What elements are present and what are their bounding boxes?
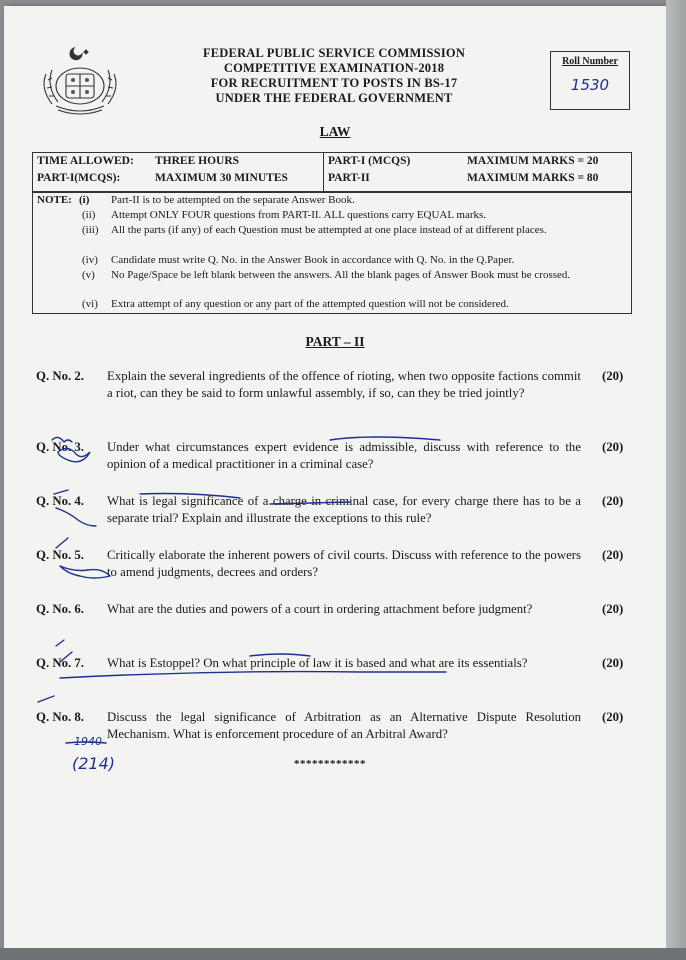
question-text: What are the duties and powers of a court in ordering attachment before judgment? <box>107 602 533 616</box>
table-divider <box>323 153 324 191</box>
question-number: Q. No. 5. <box>36 548 84 562</box>
question-marks: (20) <box>602 602 624 616</box>
time-allowed-label: TIME ALLOWED: <box>37 155 134 167</box>
note-number: (v) <box>82 269 95 281</box>
instructions-box <box>32 192 632 314</box>
note-text: Extra attempt of any question or any part of the attempted question will not be considered. <box>111 298 509 310</box>
part-title: PART – II <box>305 334 365 349</box>
part2-label: PART-II <box>328 172 370 184</box>
exam-info-table <box>32 152 632 192</box>
page-edge <box>0 948 686 960</box>
note-text: No Page/Space be left blank between the answers. All the blank pages of Answer Book must be crossed. <box>111 269 571 281</box>
header-line: UNDER THE FEDERAL GOVERNMENT <box>215 91 453 105</box>
note-number: (i) <box>79 194 90 206</box>
note-text: Candidate must write Q. No. in the Answer Book in accordance with Q. No. in the Q.Paper. <box>111 254 515 266</box>
note-number: (iv) <box>82 254 98 266</box>
question-text: What is Estoppel? On what principle of law it is based and what are its essentials? <box>107 656 528 670</box>
note-text: Attempt ONLY FOUR questions from PART-II. ALL questions carry EQUAL marks. <box>111 209 487 221</box>
end-marker: ************ <box>294 758 366 770</box>
handwritten-note: (214) <box>72 754 116 773</box>
question-number: Q. No. 2. <box>36 369 84 383</box>
time-allowed-value: THREE HOURS <box>155 155 240 167</box>
question-text: Discuss the legal significance of Arbitration as an Alternative Dispute Resolution Mechanism. What is enforcement procedure of an Arbitral Award? <box>107 710 581 741</box>
handwritten-note: 1940 <box>74 735 102 748</box>
question-marks: (20) <box>602 369 624 383</box>
roll-number-box <box>550 51 630 110</box>
question-marks: (20) <box>602 656 624 670</box>
question-number: Q. No. 3. <box>36 440 84 454</box>
note-text: Part-II is to be attempted on the separate Answer Book. <box>111 194 355 206</box>
question-text: Explain the several ingredients of the offence of rioting, when two opposite factions commit a riot, can they be said to form unlawful assembly, if so, can they be tried jointly? <box>107 369 581 400</box>
question-text: Under what circumstances expert evidence is admissible, discuss with reference to the opinion of a medical practitioner in a criminal case? <box>107 440 581 471</box>
note-number: (vi) <box>82 298 98 310</box>
note-label: NOTE: <box>37 194 72 206</box>
government-emblem-icon <box>38 44 122 116</box>
question-number: Q. No. 7. <box>36 656 84 670</box>
question-text: Critically elaborate the inherent powers of civil courts. Discuss with reference to the powers to amend judgments, decrees and orders? <box>107 548 581 579</box>
header-line: FEDERAL PUBLIC SERVICE COMMISSION <box>202 46 466 60</box>
question-marks: (20) <box>602 548 624 562</box>
header-line: FOR RECRUITMENT TO POSTS IN BS-17 <box>210 76 458 90</box>
question-marks: (20) <box>602 440 624 454</box>
roll-number-value: 1530 <box>570 76 610 94</box>
part1-time-label: PART-I(MCQS): <box>37 172 121 184</box>
part2-marks: MAXIMUM MARKS = 80 <box>467 172 599 184</box>
header-line: COMPETITIVE EXAMINATION-2018 <box>223 61 445 75</box>
subject-title: LAW <box>319 124 351 139</box>
page-edge <box>666 0 686 960</box>
question-marks: (20) <box>602 494 624 508</box>
part1-marks: MAXIMUM MARKS = 20 <box>467 155 599 167</box>
question-number: Q. No. 4. <box>36 494 84 508</box>
part1-time-value: MAXIMUM 30 MINUTES <box>155 172 288 184</box>
question-number: Q. No. 6. <box>36 602 84 616</box>
note-number: (iii) <box>82 224 99 236</box>
question-text: What is legal significance of a charge in criminal case, for every charge there has to be a separate trial? Explain and illustrate the exceptions to this rule? <box>107 494 581 525</box>
note-number: (ii) <box>82 209 96 221</box>
part1-label: PART-I (MCQS) <box>328 155 411 167</box>
question-marks: (20) <box>602 710 624 724</box>
question-number: Q. No. 8. <box>36 710 84 724</box>
exam-paper <box>4 6 666 954</box>
exam-header <box>154 46 514 106</box>
note-text: All the parts (if any) of each Question must be attempted at one place instead of at different places. <box>111 224 547 236</box>
roll-number-label: Roll Number <box>562 56 618 67</box>
